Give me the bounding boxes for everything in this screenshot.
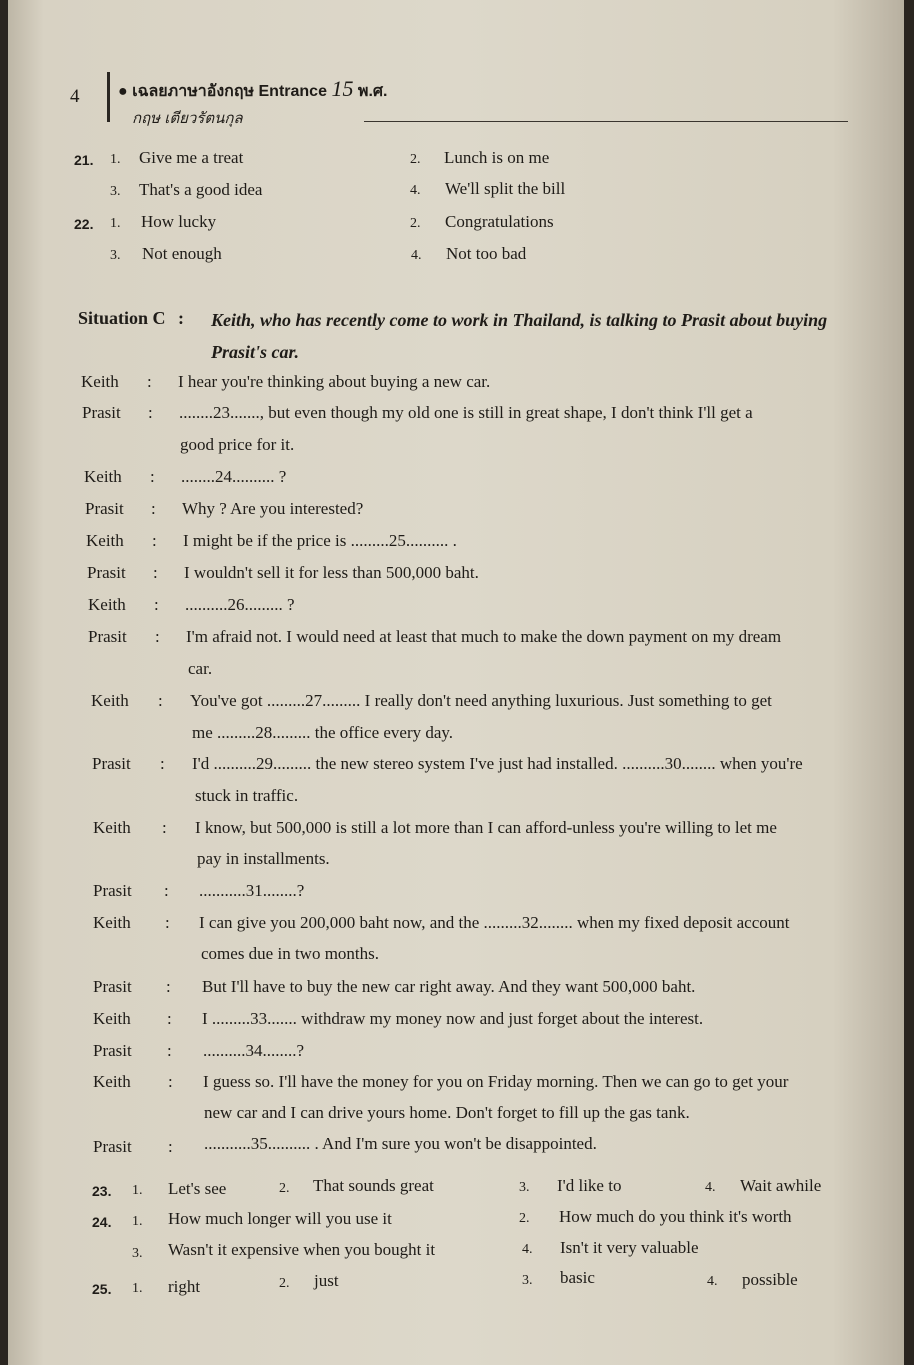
option-number: 1. [132, 1183, 143, 1198]
speaker-name: Prasit [93, 881, 132, 900]
speaker-colon: : [154, 595, 159, 614]
speaker-colon: : [165, 913, 170, 932]
speaker-colon: : [147, 372, 152, 391]
option-text: Isn't it very valuable [560, 1238, 699, 1257]
dialogue-line: I .........33....... withdraw my money now and just forget about the interest. [202, 1009, 704, 1028]
option-number: 2. [410, 216, 421, 231]
speaker-name: Prasit [87, 563, 126, 582]
option-number: 1. [132, 1214, 143, 1229]
exam-page [8, 0, 904, 1365]
option-text: We'll split the bill [445, 179, 566, 198]
book-title-suffix: พ.ศ. [357, 83, 388, 100]
option-number: 1. [110, 216, 121, 231]
dialogue-line: I'd ..........29......... the new stereo system I've just had installed. ..........30........ when you're [192, 754, 803, 773]
question-number: 23. [92, 1183, 112, 1199]
dialogue-line: ...........31........? [199, 881, 305, 900]
option-number: 2. [410, 152, 421, 167]
speaker-colon: : [151, 499, 156, 518]
question-number: 24. [92, 1214, 112, 1230]
option-text: Let's see [168, 1179, 227, 1198]
speaker-colon: : [148, 403, 153, 422]
option-number: 2. [519, 1211, 530, 1226]
dialogue-line: I'm afraid not. I would need at least that much to make the down payment on my dream [186, 627, 782, 646]
question-number: 25. [92, 1281, 112, 1297]
dialogue-line: ..........34........? [203, 1041, 305, 1060]
option-text: Not too bad [446, 244, 527, 263]
dialogue-line: You've got .........27......... I really don't need anything luxurious. Just something to get [190, 691, 772, 710]
option-text: Congratulations [445, 212, 554, 231]
option-text: Wasn't it expensive when you bought it [168, 1240, 436, 1259]
header-divider [107, 72, 110, 122]
option-text: basic [560, 1268, 595, 1287]
speaker-name: Prasit [93, 977, 132, 996]
dialogue-line: new car and I can drive yours home. Don't forget to fill up the gas tank. [204, 1103, 690, 1122]
speaker-name: Keith [93, 913, 131, 932]
dialogue-line: I know, but 500,000 is still a lot more than I can afford-unless you're willing to let me [195, 818, 777, 837]
speaker-name: Keith [84, 467, 122, 486]
dialogue-line: ...........35.......... . And I'm sure you won't be disappointed. [204, 1134, 597, 1153]
option-text: possible [742, 1270, 798, 1289]
speaker-name: Prasit [85, 499, 124, 518]
situation-description: Keith, who has recently come to work in Thailand, is talking to Prasit about buying Prasit's car. [211, 310, 828, 362]
question-number: 21. [74, 152, 94, 168]
speaker-colon: : [158, 691, 163, 710]
book-title-number: 15 [331, 76, 354, 101]
option-number: 4. [410, 183, 421, 198]
page-number: 4 [70, 86, 80, 107]
option-text: right [168, 1277, 201, 1296]
option-number: 2. [279, 1276, 290, 1291]
option-text: I'd like to [557, 1176, 622, 1195]
speaker-name: Prasit [88, 627, 127, 646]
dialogue-line: I can give you 200,000 baht now, and the .........32........ when my fixed deposit account [199, 913, 790, 932]
option-text: How much longer will you use it [168, 1209, 392, 1228]
option-number: 2. [279, 1181, 290, 1196]
speaker-name: Keith [81, 372, 119, 391]
speaker-colon: : [152, 531, 157, 550]
option-number: 3. [132, 1246, 143, 1261]
option-number: 3. [110, 184, 121, 199]
option-number: 3. [522, 1273, 533, 1288]
speaker-name: Keith [88, 595, 126, 614]
speaker-name: Prasit [92, 754, 131, 773]
header-rule [364, 121, 848, 122]
option-number: 1. [110, 152, 121, 167]
speaker-colon: : [150, 467, 155, 486]
option-number: 4. [522, 1242, 533, 1257]
option-number: 3. [519, 1180, 530, 1195]
book-title-prefix: ● เฉลยภาษาอังกฤษ Entrance [118, 83, 327, 100]
dialogue-line: good price for it. [180, 435, 295, 454]
speaker-colon: : [162, 818, 167, 837]
option-text: That's a good idea [139, 180, 263, 199]
option-number: 1. [132, 1281, 143, 1296]
dialogue-line: I might be if the price is .........25.......... . [183, 531, 457, 550]
option-number: 3. [110, 248, 121, 263]
speaker-name: Keith [91, 691, 129, 710]
question-number: 22. [74, 216, 94, 232]
speaker-name: Keith [93, 1009, 131, 1028]
option-text: Wait awhile [740, 1176, 822, 1195]
speaker-name: Keith [93, 1072, 131, 1091]
speaker-colon: : [167, 1009, 172, 1028]
dialogue-line: But I'll have to buy the new car right away. And they want 500,000 baht. [202, 977, 696, 996]
speaker-colon: : [167, 1041, 172, 1060]
option-text: How much do you think it's worth [559, 1207, 792, 1226]
speaker-colon: : [153, 563, 158, 582]
speaker-colon: : [166, 977, 171, 996]
dialogue-line: I guess so. I'll have the money for you on Friday morning. Then we can go to get your [203, 1072, 789, 1091]
speaker-name: Prasit [93, 1041, 132, 1060]
option-text: Lunch is on me [444, 148, 550, 167]
speaker-name: Prasit [93, 1137, 132, 1156]
dialogue-line: ........24.......... ? [181, 467, 287, 486]
dialogue-line: Why ? Are you interested? [182, 499, 364, 518]
speaker-colon: : [168, 1137, 173, 1156]
speaker-colon: : [160, 754, 165, 773]
situation-label [78, 308, 184, 329]
option-number: 4. [411, 248, 422, 263]
dialogue-line: ........23......., but even though my old one is still in great shape, I don't think I'll get a [179, 403, 753, 422]
speaker-name: Prasit [82, 403, 121, 422]
speaker-name: Keith [93, 818, 131, 837]
speaker-colon: : [164, 881, 169, 900]
dialogue-line: ..........26......... ? [185, 595, 295, 614]
dialogue-line: I hear you're thinking about buying a new car. [178, 372, 491, 391]
situation-label-text: Situation C [78, 308, 166, 328]
dialogue-line: I wouldn't sell it for less than 500,000 baht. [184, 563, 479, 582]
option-text: Not enough [142, 244, 222, 263]
option-text: just [314, 1271, 339, 1290]
option-number: 4. [707, 1274, 718, 1289]
option-number: 4. [705, 1180, 716, 1195]
situation-colon: : [178, 308, 185, 328]
author: กฤษ เตียวรัตนกุล [132, 110, 243, 127]
dialogue-line: car. [188, 659, 213, 678]
speaker-colon: : [168, 1072, 173, 1091]
dialogue-line: stuck in traffic. [195, 786, 299, 805]
option-text: That sounds great [313, 1176, 434, 1195]
speaker-name: Keith [86, 531, 124, 550]
book-title [118, 76, 387, 104]
speaker-colon: : [155, 627, 160, 646]
dialogue-line: comes due in two months. [201, 944, 380, 963]
dialogue-line: me .........28......... the office every day. [192, 723, 454, 742]
option-text: Give me a treat [139, 148, 244, 167]
option-text: How lucky [141, 212, 217, 231]
dialogue-line: pay in installments. [197, 849, 330, 868]
